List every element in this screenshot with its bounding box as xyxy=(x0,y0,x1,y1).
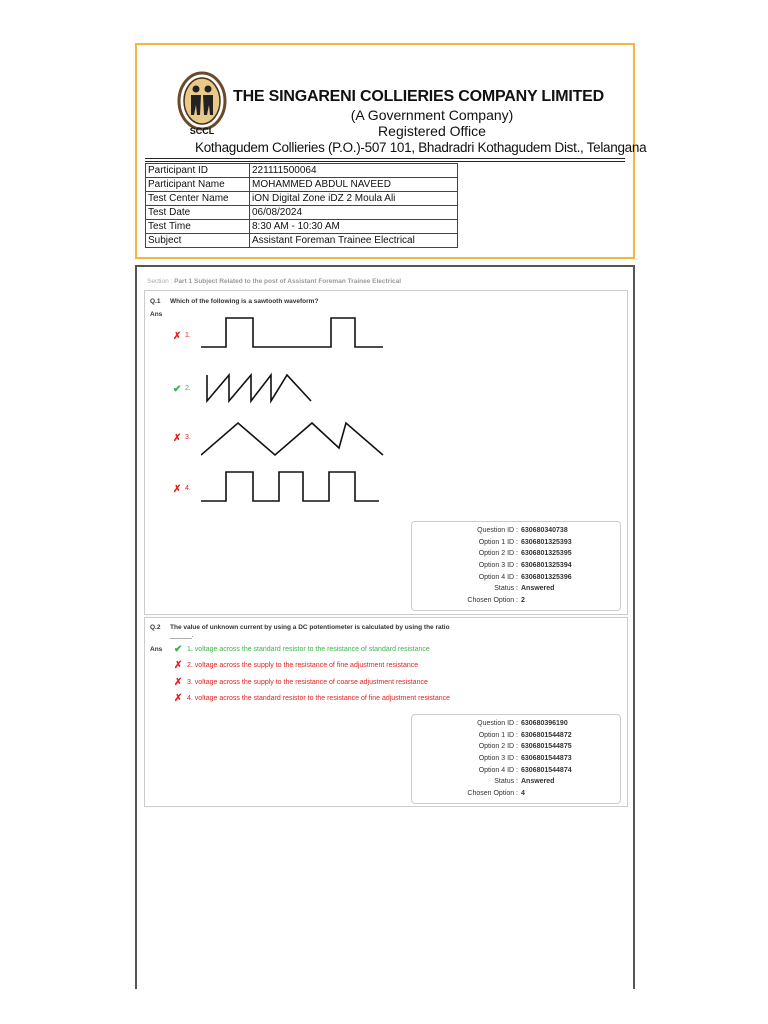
test-time-value: 8:30 AM - 10:30 AM xyxy=(250,220,458,234)
participant-id-value: 221111500064 xyxy=(250,164,458,178)
chosen-option-row: Chosen Option : 4 xyxy=(467,790,525,798)
option-3-id-row: Option 3 ID : 6306801325394 xyxy=(478,562,572,570)
participant-id-label: Participant ID xyxy=(146,164,250,178)
table-row xyxy=(146,164,458,178)
triangle-waveform-image xyxy=(201,419,387,459)
test-date-label: Test Date xyxy=(146,206,250,220)
option-3-id-row: Option 3 ID : 6306801544873 xyxy=(478,755,572,763)
header-box xyxy=(135,43,647,259)
correct-check-icon: ✔ xyxy=(173,384,182,395)
option-1-id-row: Option 1 ID : 6306801325393 xyxy=(478,538,572,546)
option-1-id-row: Option 1 ID : 6306801544872 xyxy=(478,731,572,739)
question-info-panel xyxy=(411,714,621,804)
test-date-value: 06/08/2024 xyxy=(250,206,458,220)
table-row xyxy=(146,234,458,248)
question-blank: ______. xyxy=(170,632,194,639)
option-4-id-row: Option 4 ID : 6306801544874 xyxy=(478,766,572,774)
subject-value: Assistant Foreman Trainee Electrical xyxy=(250,234,458,248)
svg-text:SCCL: SCCL xyxy=(189,126,215,136)
status-row: Status : Answered xyxy=(494,585,555,593)
question-info-panel xyxy=(411,521,621,611)
sccl-logo xyxy=(177,71,227,139)
question-id-row: Question ID : 630680340738 xyxy=(477,527,568,534)
wrong-cross-icon: ✗ xyxy=(173,433,182,444)
option-number: 1. xyxy=(185,332,191,339)
section-name: Part 1 Subject Related to the post of Assistant Foreman Trainee Electrical xyxy=(174,278,402,285)
org-title: THE SINGARENI COLLIERIES COMPANY LIMITED xyxy=(233,88,604,105)
option-text: 3. voltage across the supply to the resistance of coarse adjustment resistance xyxy=(187,679,428,686)
org-address: Kothagudem Collieries (P.O.)-507 101, Bhadradri Kothagudem Dist., Telangana xyxy=(195,140,647,155)
correct-check-icon: ✔ xyxy=(174,644,183,655)
section-label: Section : xyxy=(147,278,173,285)
question-text: Which of the following is a sawtooth waveform? xyxy=(170,298,319,305)
table-row xyxy=(146,220,458,234)
test-center-label: Test Center Name xyxy=(146,192,250,206)
question-2-box xyxy=(144,617,628,807)
table-row xyxy=(146,206,458,220)
answer-label: Ans xyxy=(150,311,163,318)
option-text: 1. voltage across the standard resistor to the resistance of standard resistance xyxy=(187,646,430,653)
option-number: 2. xyxy=(185,385,191,392)
table-row xyxy=(146,178,458,192)
header-rule xyxy=(145,161,625,162)
section-heading xyxy=(147,278,401,285)
subject-label: Subject xyxy=(146,234,250,248)
org-registered-office: Registered Office xyxy=(378,123,486,139)
chosen-option-row: Chosen Option : 2 xyxy=(467,597,525,605)
status-row: Status : Answered xyxy=(494,778,555,786)
option-2-id-row: Option 2 ID : 6306801544875 xyxy=(478,743,572,751)
wrong-cross-icon: ✗ xyxy=(173,484,182,495)
option-text: 4. voltage across the standard resistor to the resistance of fine adjustment resistance xyxy=(187,695,451,702)
participant-name-label: Participant Name xyxy=(146,178,250,192)
question-text: The value of unknown current by using a DC potentiometer is calculated by using the ratio xyxy=(170,624,450,631)
sawtooth-waveform-image xyxy=(201,371,387,411)
question-id-row: Question ID : 630680396190 xyxy=(477,720,568,727)
option-number: 3. xyxy=(185,434,191,441)
table-row xyxy=(146,192,458,206)
wrong-cross-icon: ✗ xyxy=(174,693,183,704)
wrong-cross-icon: ✗ xyxy=(173,331,182,342)
wrong-cross-icon: ✗ xyxy=(174,677,183,688)
response-sheet xyxy=(135,265,635,989)
header-rule xyxy=(145,158,625,159)
test-time-label: Test Time xyxy=(146,220,250,234)
option-number: 4. xyxy=(185,485,191,492)
question-number: Q.2 xyxy=(150,624,161,631)
wide-pulse-waveform-image xyxy=(201,314,387,354)
square-waveform-image xyxy=(201,468,387,508)
question-1-box xyxy=(144,290,628,615)
org-subtitle: (A Government Company) xyxy=(350,107,514,123)
test-center-value: iON Digital Zone iDZ 2 Moula Ali xyxy=(250,192,458,206)
participant-info-table xyxy=(145,163,458,248)
question-number: Q.1 xyxy=(150,298,161,305)
option-4-id-row: Option 4 ID : 6306801325396 xyxy=(478,573,572,581)
option-text: 2. voltage across the supply to the resistance of fine adjustment resistance xyxy=(187,662,419,669)
answer-label: Ans xyxy=(150,646,163,653)
participant-name-value: MOHAMMED ABDUL NAVEED xyxy=(250,178,458,192)
option-2-id-row: Option 2 ID : 6306801325395 xyxy=(478,550,572,558)
wrong-cross-icon: ✗ xyxy=(174,660,183,671)
